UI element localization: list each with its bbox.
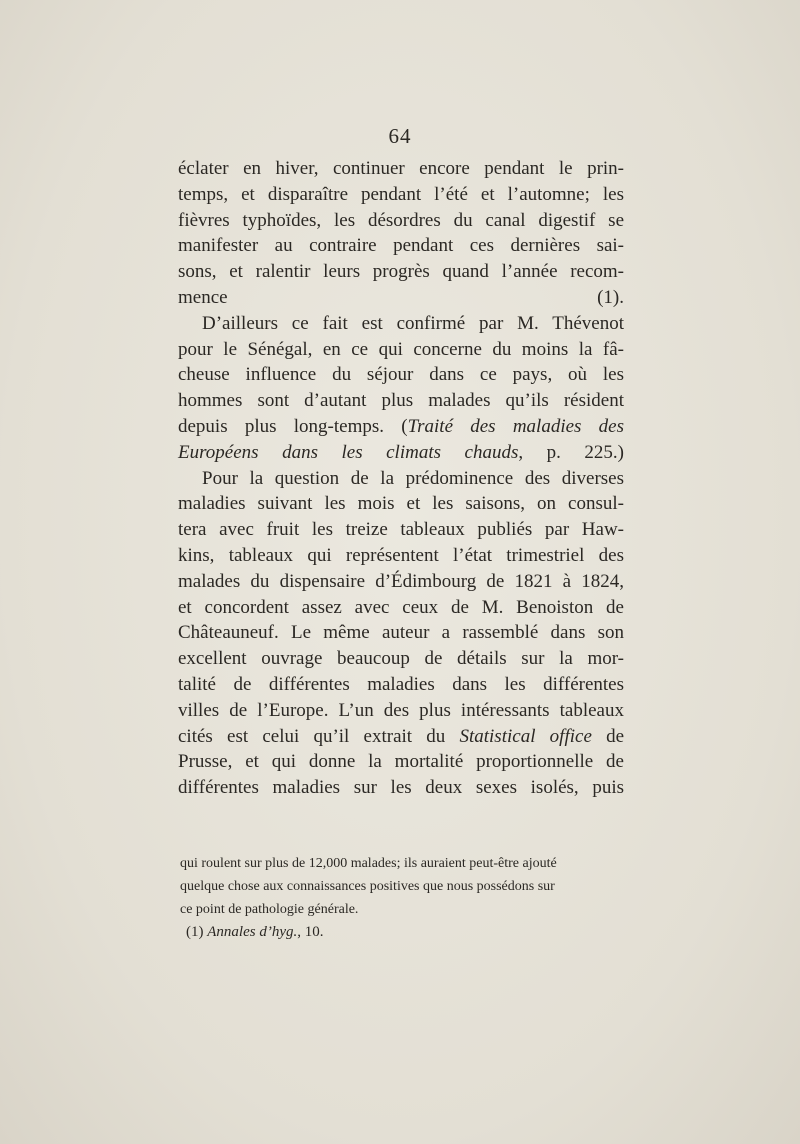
text-line: fièvres typhoïdes, les désordres du canal digestif se: [178, 209, 624, 231]
text-fragment: , p. 225.): [518, 441, 624, 463]
text-line: kins, tableaux qui représentent l’état trimestriel des: [178, 544, 624, 566]
book-title-italic: Traité des maladies des: [407, 415, 624, 437]
text-line: sons, et ralentir leurs progrès quand l’année recom-: [178, 261, 624, 283]
footnote-line: ce point de pathologie générale.: [180, 902, 359, 917]
text-line: [178, 414, 624, 440]
text-line: Pour la question de la prédominence des diverses: [202, 467, 624, 489]
book-title-italic: Européens dans les climats chauds: [178, 441, 519, 463]
text-line: et concordent assez avec ceux de M. Benoiston de: [178, 596, 624, 618]
text-line: temps, et disparaître pendant l’été et l’automne; les: [178, 183, 624, 205]
text-line: éclater en hiver, continuer encore pendant le prin-: [178, 158, 624, 179]
text-line: malades du dispensaire d’Édimbourg de 1821 à 1824,: [178, 570, 624, 592]
text-line: pour le Sénégal, en ce qui concerne du moins la fâ-: [178, 338, 624, 360]
main-text: [178, 156, 624, 801]
footnote-1: [180, 921, 626, 944]
text-fragment: de: [591, 725, 625, 747]
text-line: [178, 440, 624, 466]
text-line: maladies suivant les mois et les saisons, on consul-: [178, 493, 624, 515]
footnote-line: qui roulent sur plus de 12,000 malades; ils auraient peut-être ajouté: [180, 856, 557, 871]
text-line: différentes maladies sur les deux sexes isolés, puis: [178, 777, 624, 799]
footnote-text: , 10.: [297, 924, 324, 940]
footnote-source-italic: Annales d’hyg.: [207, 924, 298, 940]
page-number: 64: [388, 124, 412, 148]
text-fragment: cités est celui qu’il extrait du: [178, 725, 460, 747]
paragraph-1: [178, 156, 624, 311]
footnote-line: quelque chose aux connaissances positives que nous possédons sur: [180, 879, 555, 894]
text-line: talité de différentes maladies dans les différentes: [178, 673, 624, 695]
text-line: D’ailleurs ce fait est confirmé par M. Thévenot: [202, 312, 624, 334]
paragraph-3: [178, 466, 624, 801]
text-line: mence (1).: [178, 286, 624, 308]
paragraph-2: [178, 311, 624, 466]
text-line: manifester au contraire pendant ces dernières sai-: [178, 235, 624, 257]
footnote-number: (1): [186, 924, 204, 940]
text-line: Châteauneuf. Le même auteur a rassemblé dans son: [178, 622, 624, 644]
source-title-italic: Statistical office: [459, 725, 592, 747]
text-fragment: depuis plus long-temps. (: [178, 415, 408, 437]
text-line: [178, 724, 624, 750]
text-line: cheuse influence du séjour dans ce pays, où les: [178, 364, 624, 386]
text-line: villes de l’Europe. L’un des plus intéressants tableaux: [178, 699, 624, 721]
footnotes: [180, 852, 626, 944]
text-line: hommes sont d’autant plus malades qu’ils résident: [178, 390, 624, 412]
text-line: Prusse, et qui donne la mortalité proportionnelle de: [178, 751, 624, 773]
text-line: tera avec fruit les treize tableaux publiés par Haw-: [178, 519, 624, 541]
text-line: excellent ouvrage beaucoup de détails sur la mor-: [178, 648, 624, 670]
